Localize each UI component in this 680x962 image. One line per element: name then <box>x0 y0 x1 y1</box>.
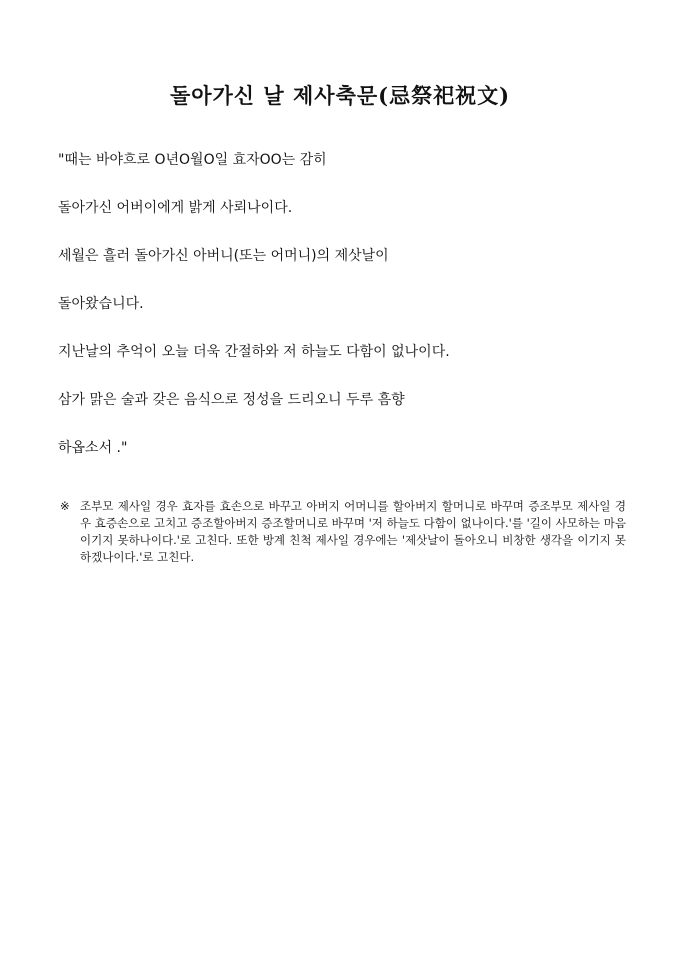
prayer-line: 돌아왔습니다. <box>58 296 144 312</box>
prayer-line: 돌아가신 어버이에게 밝게 사뢰나이다. <box>58 200 293 216</box>
document-title: 돌아가신 날 제사축문(忌祭祀祝文) <box>169 83 511 108</box>
prayer-line: 지난날의 추억이 오늘 더욱 간절하와 저 하늘도 다함이 없나이다. <box>58 344 450 360</box>
prayer-line: "때는 바야흐로 O년O월O일 효자OO는 감히 <box>58 152 327 168</box>
prayer-line: 삼가 맑은 술과 갖은 음식으로 정성을 드리오니 두루 흠향 <box>58 392 405 408</box>
prayer-line: 세월은 흘러 돌아가신 아버니(또는 어머니)의 제삿날이 <box>58 248 389 264</box>
reference-mark-icon: ※ <box>60 499 70 513</box>
footnote <box>60 498 626 566</box>
prayer-line: 하옵소서 ." <box>58 440 128 456</box>
prayer-text <box>58 150 638 486</box>
footnote-text: 조부모 제사일 경우 효자를 효손으로 바꾸고 아버지 어머니를 할아버지 할머니로 바꾸며 증조부모 제사일 경우 효증손으로 고치고 증조할아버지 증조할머니로 바꾸며 '저 하늘도 다함이 없나이다.'를 '길이 사모하는 마음 이기지 못하나이다.'로 고친다. 또한 방계 친척 제사일 경우에는 '제삿날이 돌아오니 비창한 생각을 이기지 못하겠나이다.'로 고친다. <box>80 499 626 564</box>
